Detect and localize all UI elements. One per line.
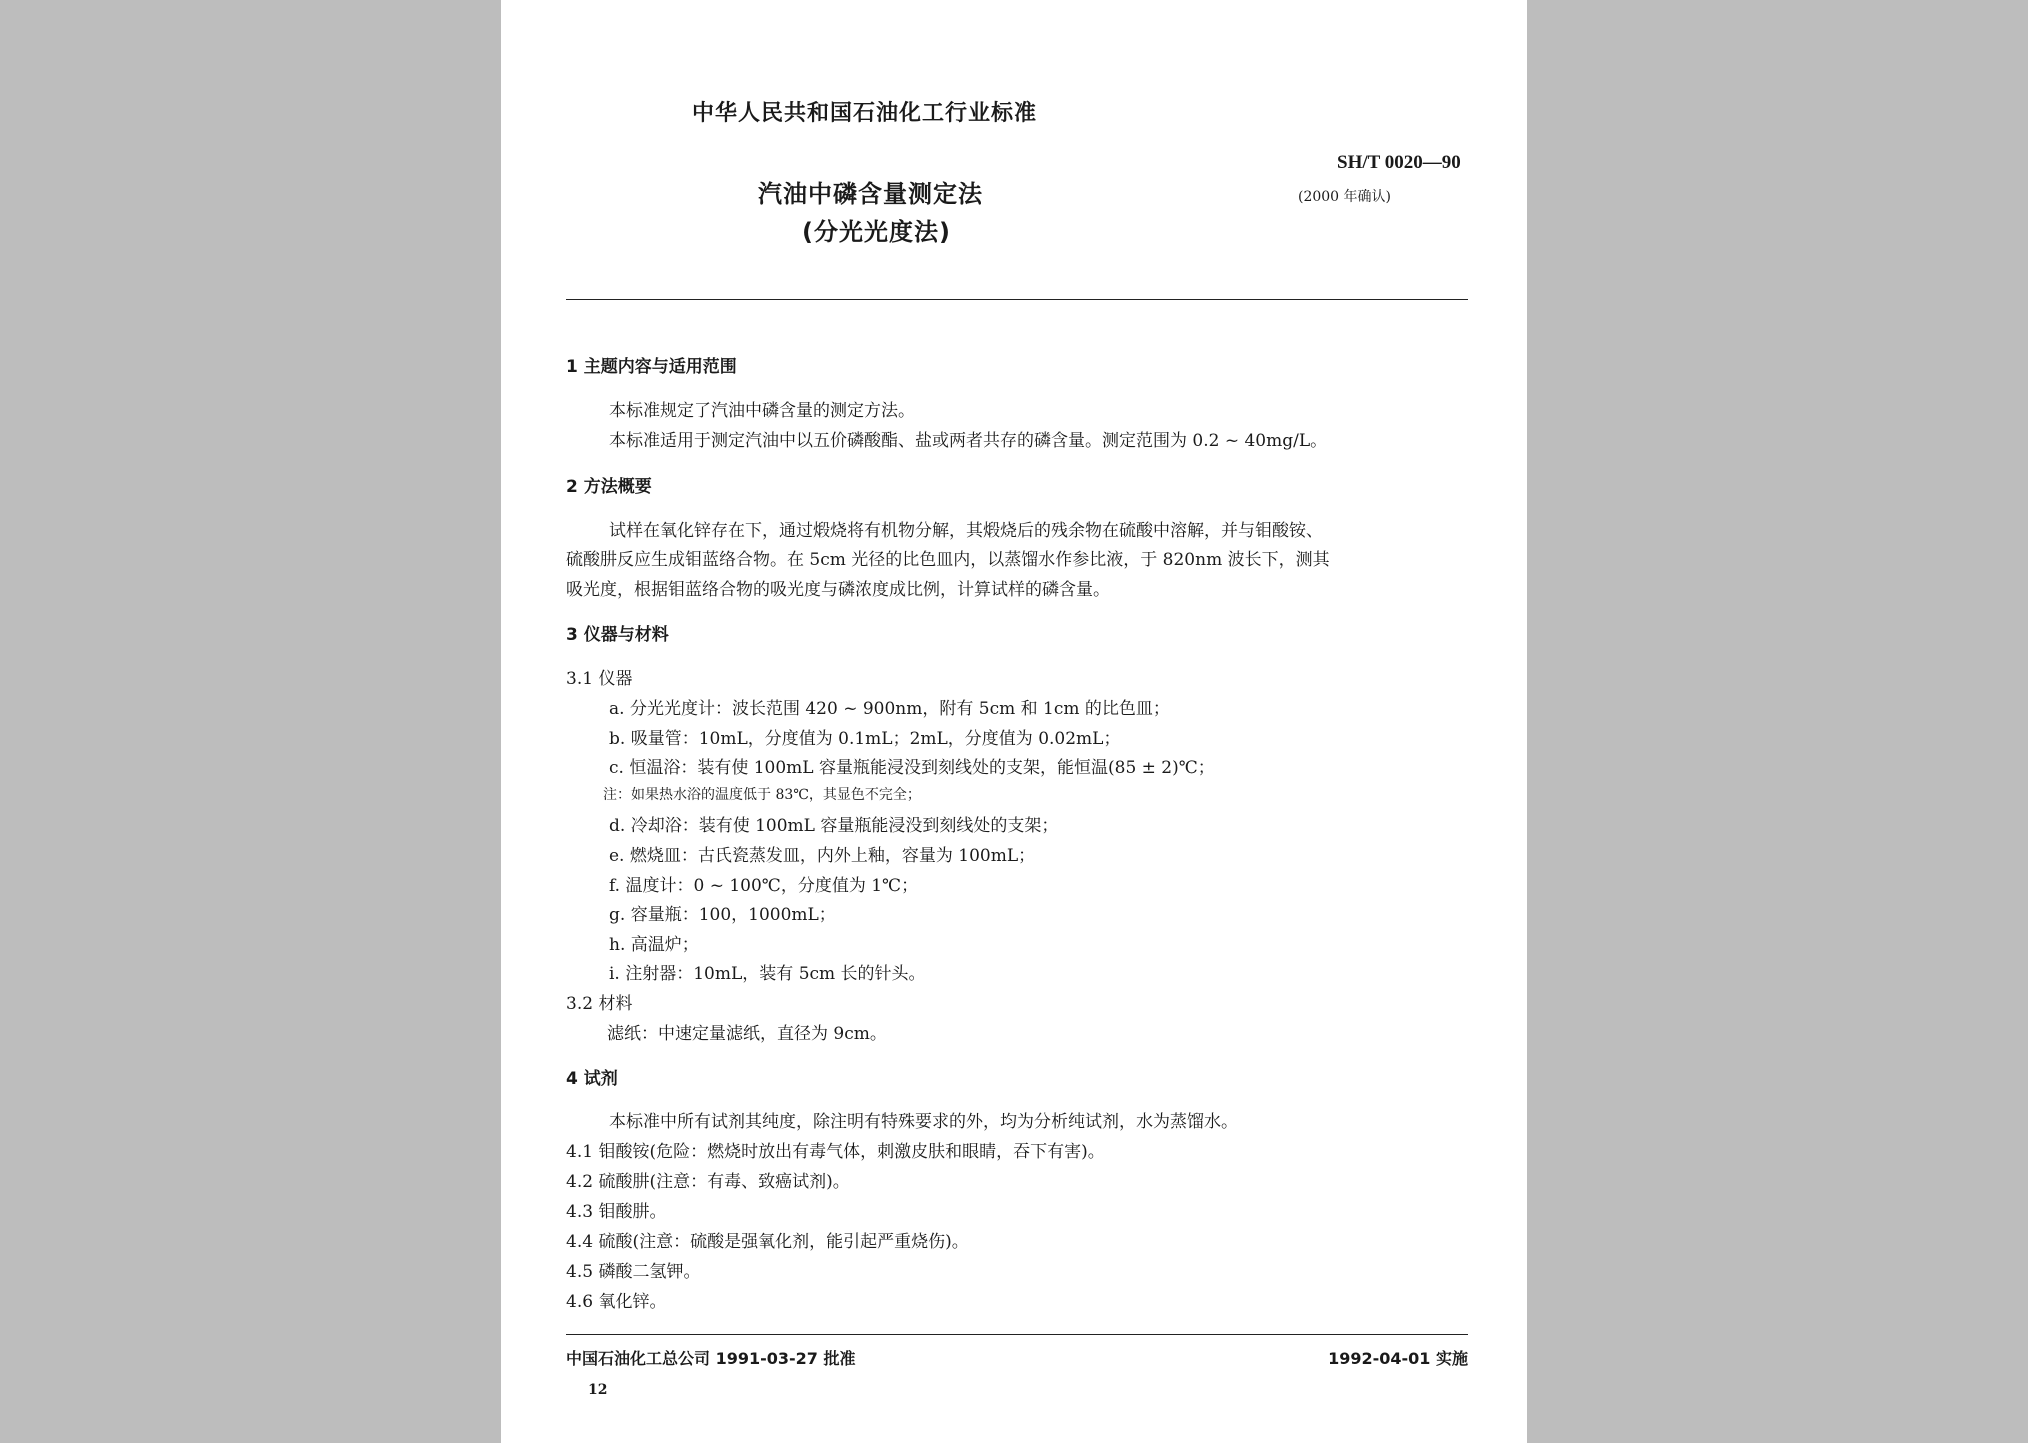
instrument-item: c. 恒温浴：装有使 100mL 容量瓶能浸没到刻线处的支架，能恒温(85 ± 2)℃； bbox=[609, 758, 1215, 778]
header-divider bbox=[566, 299, 1468, 300]
instrument-item: f. 温度计：0 ~ 100℃，分度值为 1℃； bbox=[609, 876, 919, 896]
reagent-item: 4.3 钼酸肼。 bbox=[566, 1202, 667, 1222]
page-number: 12 bbox=[588, 1382, 608, 1398]
issuing-organization: 中华人民共和国石油化工行业标准 bbox=[692, 101, 1038, 126]
confirmation-year: (2000 年确认) bbox=[1298, 189, 1392, 205]
instrument-item: a. 分光光度计：波长范围 420 ~ 900nm，附有 5cm 和 1cm 的比色皿； bbox=[609, 699, 1170, 719]
instrument-item: b. 吸量管：10mL，分度值为 0.1mL；2mL，分度值为 0.02mL； bbox=[609, 729, 1121, 749]
section-1-paragraph: 本标准规定了汽油中磷含量的测定方法。 bbox=[609, 401, 915, 421]
section-4-heading: 4 试剂 bbox=[566, 1069, 618, 1089]
section-2-text-line: 硫酸肼反应生成钼蓝络合物。在 5cm 光径的比色皿内，以蒸馏水作参比液，于 820nm 波长下，测其 bbox=[566, 550, 1330, 570]
reagent-item: 4.4 硫酸(注意：硫酸是强氧化剂，能引起严重烧伤)。 bbox=[566, 1232, 969, 1252]
reagent-item: 4.2 硫酸肼(注意：有毒、致癌试剂)。 bbox=[566, 1172, 850, 1192]
section-4-intro: 本标准中所有试剂其纯度，除注明有特殊要求的外，均为分析纯试剂，水为蒸馏水。 bbox=[609, 1112, 1238, 1132]
instrument-item: i. 注射器：10mL，装有 5cm 长的针头。 bbox=[609, 964, 926, 984]
standard-code: SH/T 0020—90 bbox=[1337, 152, 1461, 173]
subsection-3-1-heading: 3.1 仪器 bbox=[566, 669, 633, 689]
reagent-item: 4.1 钼酸铵(危险：燃烧时放出有毒气体，刺激皮肤和眼睛，吞下有害)。 bbox=[566, 1142, 1105, 1162]
section-2-heading: 2 方法概要 bbox=[566, 477, 652, 497]
instrument-item: d. 冷却浴：装有使 100mL 容量瓶能浸没到刻线处的支架； bbox=[609, 816, 1059, 836]
document-title: 汽油中磷含量测定法 bbox=[758, 180, 983, 208]
section-1-heading: 1 主题内容与适用范围 bbox=[566, 357, 737, 377]
section-2-text-line: 试样在氧化锌存在下，通过煅烧将有机物分解，其煅烧后的残余物在硫酸中溶解，并与钼酸铵、 bbox=[609, 521, 1323, 541]
section-2-text-line: 吸光度，根据钼蓝络合物的吸光度与磷浓度成比例，计算试样的磷含量。 bbox=[566, 580, 1110, 600]
reagent-item: 4.6 氧化锌。 bbox=[566, 1292, 667, 1312]
footer-divider bbox=[566, 1334, 1468, 1335]
document-subtitle: (分光光度法) bbox=[802, 218, 951, 246]
instrument-item: h. 高温炉； bbox=[609, 935, 699, 955]
material-item: 滤纸：中速定量滤纸，直径为 9cm。 bbox=[607, 1024, 887, 1044]
implementation-date: 1992-04-01 实施 bbox=[1328, 1349, 1468, 1368]
section-3-heading: 3 仪器与材料 bbox=[566, 625, 669, 645]
approval-info: 中国石油化工总公司 1991-03-27 批准 bbox=[566, 1349, 856, 1368]
instrument-note: 注：如果热水浴的温度低于 83℃，其显色不完全； bbox=[603, 787, 921, 803]
reagent-item: 4.5 磷酸二氢钾。 bbox=[566, 1262, 701, 1282]
instrument-item: g. 容量瓶：100，1000mL； bbox=[609, 905, 836, 925]
instrument-item: e. 燃烧皿：古氏瓷蒸发皿，内外上釉，容量为 100mL； bbox=[609, 846, 1036, 866]
subsection-3-2-heading: 3.2 材料 bbox=[566, 994, 633, 1014]
section-1-paragraph: 本标准适用于测定汽油中以五价磷酸酯、盐或两者共存的磷含量。测定范围为 0.2 ~ 40mg/L。 bbox=[609, 431, 1328, 451]
